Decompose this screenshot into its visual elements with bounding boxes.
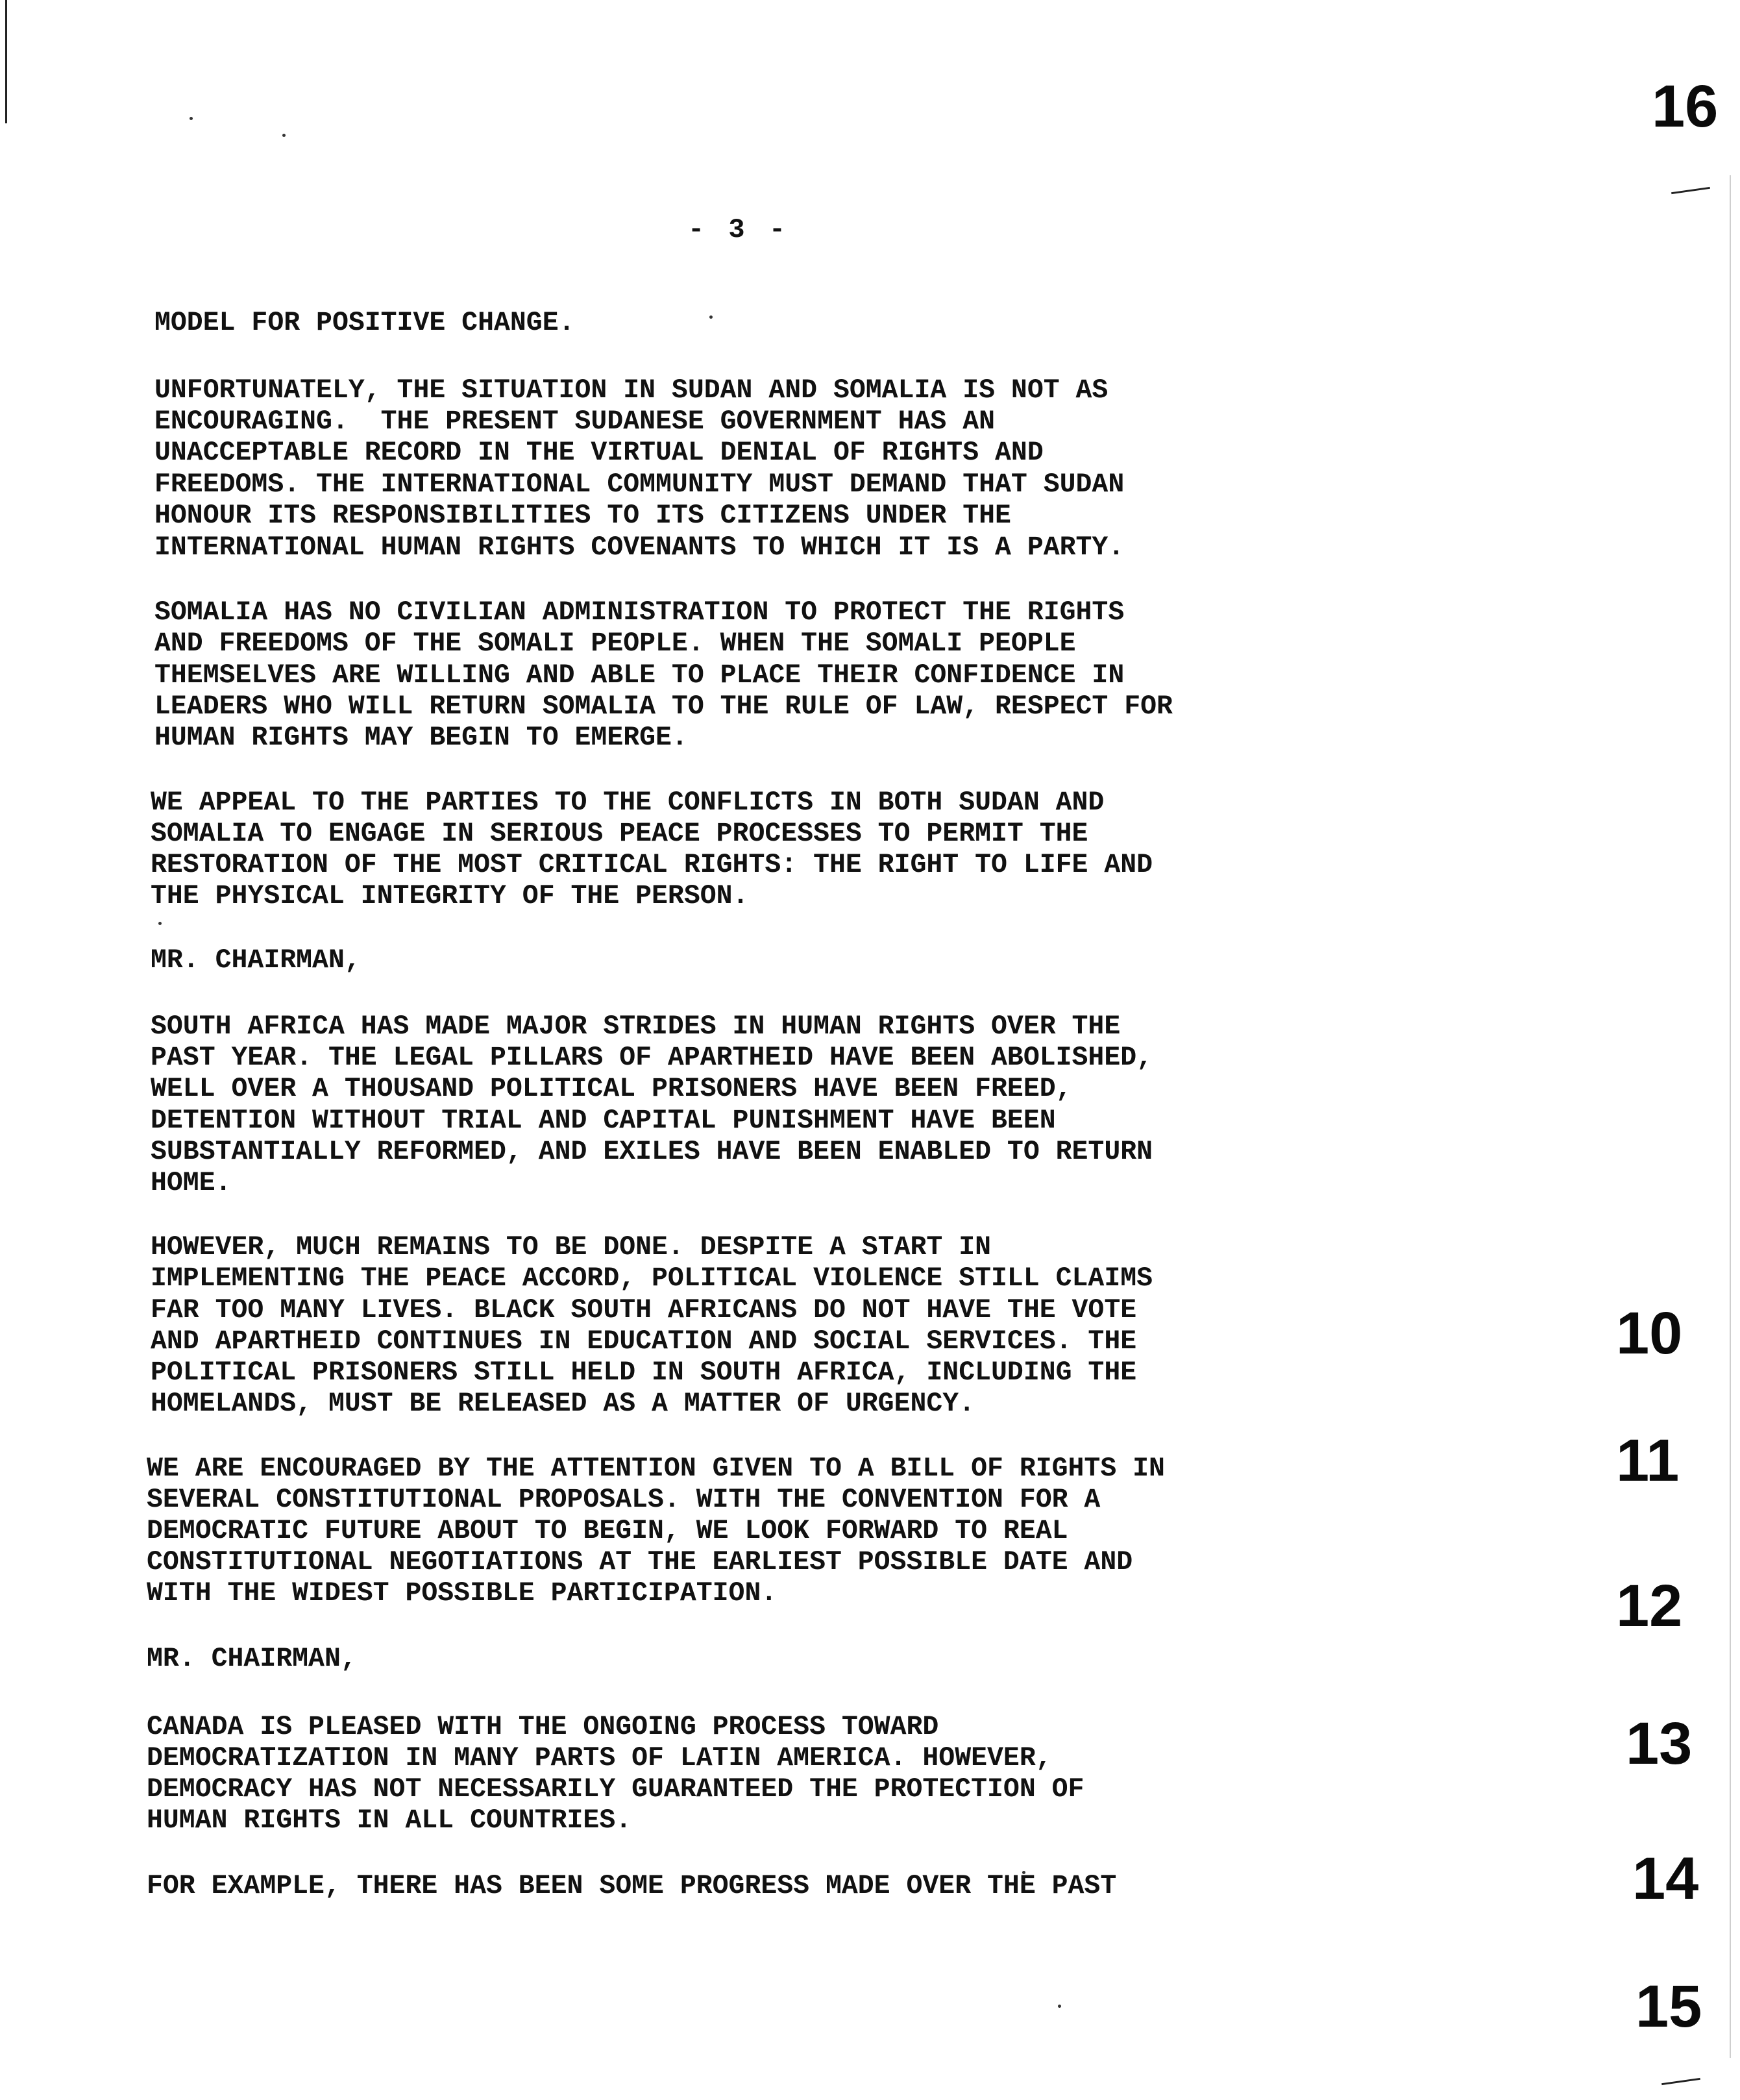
scan-speck xyxy=(190,117,193,120)
text-line: CANADA IS PLEASED WITH THE ONGOING PROCESS TOWARD xyxy=(147,1712,939,1742)
text-line: RESTORATION OF THE MOST CRITICAL RIGHTS: THE RIGHT TO LIFE AND xyxy=(151,850,1153,880)
text-line: DETENTION WITHOUT TRIAL AND CAPITAL PUNISHMENT HAVE BEEN xyxy=(151,1106,1056,1136)
text-line: PAST YEAR. THE LEGAL PILLARS OF APARTHEID HAVE BEEN ABOLISHED, xyxy=(151,1043,1153,1073)
scan-edge-line xyxy=(1730,175,1731,2058)
text-line: SUBSTANTIALLY REFORMED, AND EXILES HAVE BEEN ENABLED TO RETURN xyxy=(151,1137,1153,1167)
text-line: HONOUR ITS RESPONSIBILITIES TO ITS CITIZENS UNDER THE xyxy=(154,500,1011,531)
text-line: WE ARE ENCOURAGED BY THE ATTENTION GIVEN TO A BILL OF RIGHTS IN xyxy=(147,1453,1165,1484)
text-line: DEMOCRACY HAS NOT NECESSARILY GUARANTEED THE PROTECTION OF xyxy=(147,1774,1084,1805)
text-line: SOMALIA HAS NO CIVILIAN ADMINISTRATION TO PROTECT THE RIGHTS xyxy=(154,597,1125,628)
text-line: FREEDOMS. THE INTERNATIONAL COMMUNITY MUST DEMAND THAT SUDAN xyxy=(154,469,1125,500)
text-line: WITH THE WIDEST POSSIBLE PARTICIPATION. xyxy=(147,1578,778,1609)
text-line: SOUTH AFRICA HAS MADE MAJOR STRIDES IN HUMAN RIGHTS OVER THE xyxy=(151,1011,1121,1042)
scan-speck xyxy=(282,134,286,137)
margin-number: 13 xyxy=(1626,1711,1693,1777)
text-line: WE APPEAL TO THE PARTIES TO THE CONFLICTS IN BOTH SUDAN AND xyxy=(151,787,1105,818)
margin-number: 16 xyxy=(1652,73,1719,140)
margin-number: 15 xyxy=(1636,1973,1702,2040)
text-line: FOR EXAMPLE, THERE HAS BEEN SOME PROGRESS MADE OVER THE PAST xyxy=(147,1871,1117,1901)
text-line: DEMOCRATIZATION IN MANY PARTS OF LATIN AMERICA. HOWEVER, xyxy=(147,1743,1052,1773)
text-line: LEADERS WHO WILL RETURN SOMALIA TO THE RULE OF LAW, RESPECT FOR xyxy=(154,691,1173,722)
scan-speck xyxy=(709,315,713,319)
margin-number: 14 xyxy=(1632,1846,1699,1912)
text-line: AND APARTHEID CONTINUES IN EDUCATION AND SOCIAL SERVICES. THE xyxy=(151,1326,1137,1357)
text-line: SEVERAL CONSTITUTIONAL PROPOSALS. WITH THE CONVENTION FOR A xyxy=(147,1485,1101,1515)
scan-edge-mark xyxy=(1671,187,1710,194)
text-line: SOMALIA TO ENGAGE IN SERIOUS PEACE PROCESSES TO PERMIT THE xyxy=(151,819,1088,849)
text-line: UNFORTUNATELY, THE SITUATION IN SUDAN AND SOMALIA IS NOT AS xyxy=(154,375,1109,406)
text-line: MR. CHAIRMAN, xyxy=(151,945,361,976)
text-line: POLITICAL PRISONERS STILL HELD IN SOUTH AFRICA, INCLUDING THE xyxy=(151,1357,1137,1388)
text-line: MODEL FOR POSITIVE CHANGE. xyxy=(154,308,575,338)
text-line: HOWEVER, MUCH REMAINS TO BE DONE. DESPITE A START IN xyxy=(151,1232,992,1263)
text-line: CONSTITUTIONAL NEGOTIATIONS AT THE EARLIEST POSSIBLE DATE AND xyxy=(147,1547,1133,1577)
text-line: HUMAN RIGHTS MAY BEGIN TO EMERGE. xyxy=(154,723,688,753)
scan-edge-mark xyxy=(1661,2078,1700,2085)
text-line: AND FREEDOMS OF THE SOMALI PEOPLE. WHEN THE SOMALI PEOPLE xyxy=(154,628,1076,659)
page-number: - 3 - xyxy=(688,214,790,245)
text-line: FAR TOO MANY LIVES. BLACK SOUTH AFRICANS DO NOT HAVE THE VOTE xyxy=(151,1295,1137,1326)
text-line: MR. CHAIRMAN, xyxy=(147,1644,357,1674)
text-line: DEMOCRATIC FUTURE ABOUT TO BEGIN, WE LOOK FORWARD TO REAL xyxy=(147,1516,1068,1546)
text-line: HUMAN RIGHTS IN ALL COUNTRIES. xyxy=(147,1805,632,1836)
text-line: WELL OVER A THOUSAND POLITICAL PRISONERS HAVE BEEN FREED, xyxy=(151,1074,1072,1104)
text-line: INTERNATIONAL HUMAN RIGHTS COVENANTS TO WHICH IT IS A PARTY. xyxy=(154,532,1125,563)
text-line: UNACCEPTABLE RECORD IN THE VIRTUAL DENIAL OF RIGHTS AND xyxy=(154,438,1044,468)
text-line: THEMSELVES ARE WILLING AND ABLE TO PLACE THEIR CONFIDENCE IN xyxy=(154,660,1125,691)
scan-speck xyxy=(158,922,162,925)
text-line: HOMELANDS, MUST BE RELEASED AS A MATTER OF URGENCY. xyxy=(151,1389,975,1419)
margin-number: 10 xyxy=(1616,1300,1683,1366)
margin-number: 11 xyxy=(1616,1427,1680,1494)
scan-speck xyxy=(1058,2005,1061,2008)
text-line: THE PHYSICAL INTEGRITY OF THE PERSON. xyxy=(151,881,749,911)
scan-edge-line xyxy=(5,0,7,123)
text-line: ENCOURAGING. THE PRESENT SUDANESE GOVERNMENT HAS AN xyxy=(154,406,996,437)
text-line: IMPLEMENTING THE PEACE ACCORD, POLITICAL VIOLENCE STILL CLAIMS xyxy=(151,1263,1153,1294)
text-line: HOME. xyxy=(151,1168,232,1198)
margin-number: 12 xyxy=(1616,1573,1683,1639)
